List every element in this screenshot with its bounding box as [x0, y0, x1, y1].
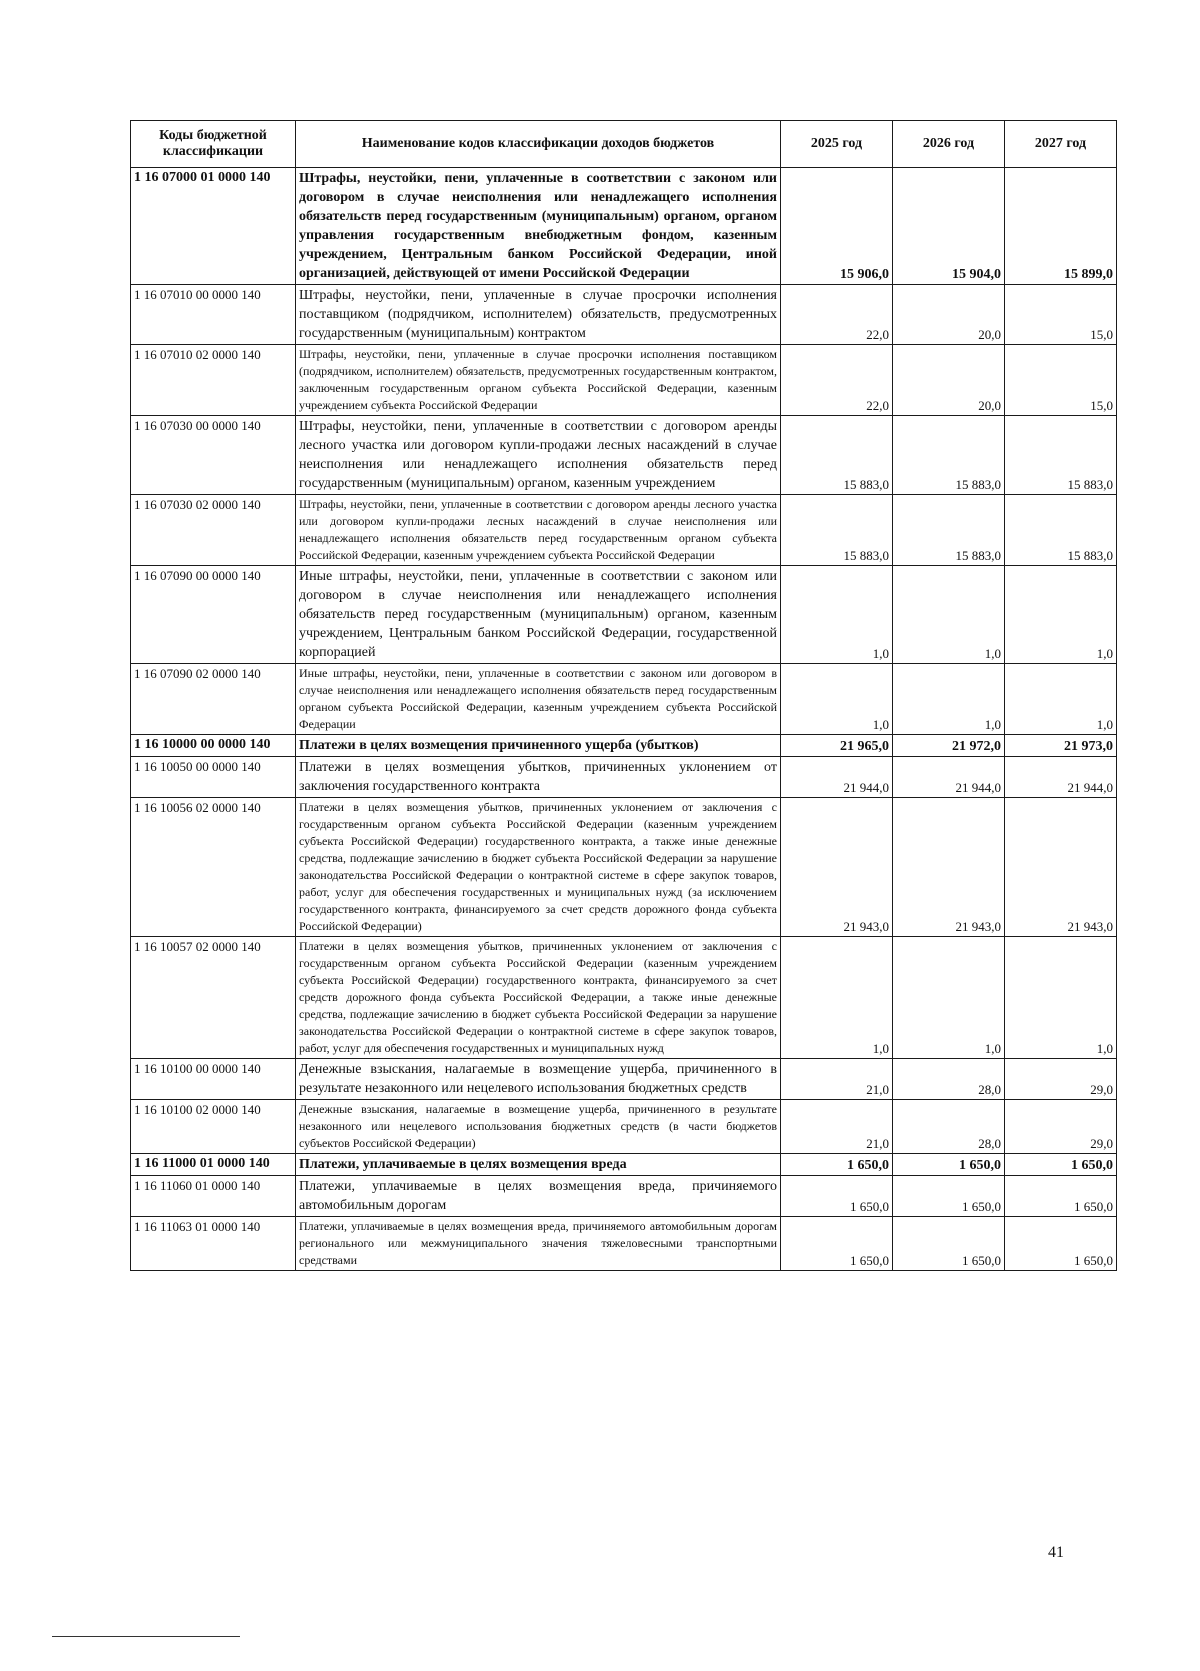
row-value-2026: 20,0 [893, 285, 1005, 345]
row-code: 1 16 07090 02 0000 140 [131, 664, 296, 735]
table-row [131, 495, 1117, 566]
row-code: 1 16 10057 02 0000 140 [131, 937, 296, 1059]
row-value-2026: 28,0 [893, 1100, 1005, 1154]
row-value-2025: 1,0 [781, 937, 893, 1059]
row-value-2026: 15 883,0 [893, 495, 1005, 566]
row-value-2027: 29,0 [1005, 1059, 1117, 1100]
row-code: 1 16 10100 00 0000 140 [131, 1059, 296, 1100]
row-code: 1 16 10100 02 0000 140 [131, 1100, 296, 1154]
row-code: 1 16 10050 00 0000 140 [131, 757, 296, 798]
footnote-divider [52, 1636, 240, 1637]
row-value-2025: 22,0 [781, 345, 893, 416]
row-name: Платежи, уплачиваемые в целях возмещения вреда, причиняемого автомобильным дорогам [296, 1176, 781, 1217]
table-row [131, 1176, 1117, 1217]
row-code: 1 16 07030 02 0000 140 [131, 495, 296, 566]
row-value-2025: 15 883,0 [781, 495, 893, 566]
row-value-2026: 1,0 [893, 937, 1005, 1059]
row-code: 1 16 07090 00 0000 140 [131, 566, 296, 664]
row-value-2027: 15 899,0 [1005, 168, 1117, 285]
table-row [131, 937, 1117, 1059]
header-2026: 2026 год [893, 121, 1005, 168]
row-value-2025: 21 965,0 [781, 735, 893, 757]
table-row [131, 345, 1117, 416]
row-value-2027: 15 883,0 [1005, 495, 1117, 566]
row-value-2025: 1 650,0 [781, 1217, 893, 1271]
budget-table-container [130, 120, 1116, 1271]
row-value-2026: 15 883,0 [893, 416, 1005, 495]
row-value-2026: 15 904,0 [893, 168, 1005, 285]
row-code: 1 16 07010 00 0000 140 [131, 285, 296, 345]
table-row [131, 735, 1117, 757]
row-value-2027: 15,0 [1005, 285, 1117, 345]
row-code: 1 16 11000 01 0000 140 [131, 1154, 296, 1176]
page-number: 41 [1048, 1544, 1064, 1561]
row-value-2027: 21 973,0 [1005, 735, 1117, 757]
header-2025: 2025 год [781, 121, 893, 168]
row-name: Иные штрафы, неустойки, пени, уплаченные в соответствии с законом или договором в случае неисполнения или ненадлежащего исполнения обязательств перед государственным (муниципальным) органом, казенным учреждением, Центральным банком Российской Федерации, государственной корпорацией [296, 566, 781, 664]
table-header-row [131, 121, 1117, 168]
row-value-2025: 1,0 [781, 664, 893, 735]
row-value-2027: 21 944,0 [1005, 757, 1117, 798]
row-value-2027: 15 883,0 [1005, 416, 1117, 495]
row-value-2025: 21 943,0 [781, 798, 893, 937]
table-row [131, 798, 1117, 937]
header-code: Коды бюджетной классификации [131, 121, 296, 168]
row-code: 1 16 07010 02 0000 140 [131, 345, 296, 416]
row-name: Иные штрафы, неустойки, пени, уплаченные в соответствии с законом или договором в случае неисполнения или ненадлежащего исполнения обязательств перед государственным органом субъекта Российской Федерации, казенным учреждением субъекта Российской Федерации [296, 664, 781, 735]
row-value-2026: 21 972,0 [893, 735, 1005, 757]
table-row [131, 757, 1117, 798]
row-value-2026: 1,0 [893, 664, 1005, 735]
row-code: 1 16 07030 00 0000 140 [131, 416, 296, 495]
row-name: Платежи в целях возмещения убытков, причиненных уклонением от заключения с государственным органом субъекта Российской Федерации (казенным учреждением субъекта Российской Федерации) государственного контракта, а также иные денежные средства, подлежащие зачислению в бюджет субъекта Российской Федерации за нарушение законодательства Российской Федерации о контрактной системе в сфере закупок товаров, работ, услуг для обеспечения государственных и муниципальных нужд (за исключением государственного контракта, финансируемого за счет средств дорожного фонда субъекта Российской Федерации) [296, 798, 781, 937]
row-name: Штрафы, неустойки, пени, уплаченные в случае просрочки исполнения поставщиком (подрядчиком, исполнителем) обязательств, предусмотренных государственным (муниципальным) контрактом [296, 285, 781, 345]
table-row [131, 1100, 1117, 1154]
budget-revenue-table [130, 120, 1117, 1271]
row-value-2026: 1 650,0 [893, 1176, 1005, 1217]
row-value-2027: 1 650,0 [1005, 1217, 1117, 1271]
row-code: 1 16 07000 01 0000 140 [131, 168, 296, 285]
row-value-2026: 1 650,0 [893, 1217, 1005, 1271]
row-code: 1 16 10000 00 0000 140 [131, 735, 296, 757]
row-name: Штрафы, неустойки, пени, уплаченные в соответствии с договором аренды лесного участка или договором купли-продажи лесных насаждений в случае неисполнения или ненадлежащего исполнения обязательств перед государственным органом субъекта Российской Федерации, казенным учреждением субъекта Российской Федерации [296, 495, 781, 566]
table-row [131, 664, 1117, 735]
row-name: Штрафы, неустойки, пени, уплаченные в случае просрочки исполнения поставщиком (подрядчиком, исполнителем) обязательств, предусмотренных государственным контрактом, заключенным государственным органом субъекта Российской Федерации, казенным учреждением субъекта Российской Федерации [296, 345, 781, 416]
row-value-2025: 15 883,0 [781, 416, 893, 495]
table-row [131, 1059, 1117, 1100]
row-value-2025: 1,0 [781, 566, 893, 664]
row-value-2026: 1 650,0 [893, 1154, 1005, 1176]
table-row [131, 416, 1117, 495]
row-value-2025: 1 650,0 [781, 1176, 893, 1217]
row-name: Штрафы, неустойки, пени, уплаченные в соответствии с договором аренды лесного участка или договором купли-продажи лесных насаждений в случае неисполнения или ненадлежащего исполнения обязательств перед государственным (муниципальным) органом, казенным учреждением [296, 416, 781, 495]
row-name: Штрафы, неустойки, пени, уплаченные в соответствии с законом или договором в случае неисполнения или ненадлежащего исполнения обязательств перед государственным (муниципальным) органом, органом управления государственным внебюджетным фондом, казенным учреждением, Центральным банком Российской Федерации, иной организацией, действующей от имени Российской Федерации [296, 168, 781, 285]
row-value-2027: 21 943,0 [1005, 798, 1117, 937]
row-name: Денежные взыскания, налагаемые в возмещение ущерба, причиненного в результате незаконного или нецелевого использования бюджетных средств (в части бюджетов субъектов Российской Федерации) [296, 1100, 781, 1154]
row-value-2027: 1 650,0 [1005, 1154, 1117, 1176]
row-code: 1 16 11063 01 0000 140 [131, 1217, 296, 1271]
row-name: Платежи, уплачиваемые в целях возмещения вреда, причиняемого автомобильным дорогам регионального или межмуниципального значения тяжеловесными транспортными средствами [296, 1217, 781, 1271]
table-row [131, 1154, 1117, 1176]
row-name: Платежи, уплачиваемые в целях возмещения вреда [296, 1154, 781, 1176]
row-value-2027: 1,0 [1005, 664, 1117, 735]
row-value-2026: 28,0 [893, 1059, 1005, 1100]
header-2027: 2027 год [1005, 121, 1117, 168]
row-value-2027: 1,0 [1005, 937, 1117, 1059]
table-row [131, 566, 1117, 664]
row-name: Денежные взыскания, налагаемые в возмещение ущерба, причиненного в результате незаконного или нецелевого использования бюджетных средств [296, 1059, 781, 1100]
row-code: 1 16 11060 01 0000 140 [131, 1176, 296, 1217]
table-row [131, 168, 1117, 285]
row-value-2025: 1 650,0 [781, 1154, 893, 1176]
row-value-2026: 1,0 [893, 566, 1005, 664]
row-value-2026: 21 943,0 [893, 798, 1005, 937]
row-value-2026: 20,0 [893, 345, 1005, 416]
row-code: 1 16 10056 02 0000 140 [131, 798, 296, 937]
row-value-2027: 1,0 [1005, 566, 1117, 664]
row-name: Платежи в целях возмещения причиненного ущерба (убытков) [296, 735, 781, 757]
row-value-2025: 21,0 [781, 1059, 893, 1100]
row-name: Платежи в целях возмещения убытков, причиненных уклонением от заключения государственного контракта [296, 757, 781, 798]
row-value-2027: 15,0 [1005, 345, 1117, 416]
row-value-2027: 29,0 [1005, 1100, 1117, 1154]
row-value-2025: 15 906,0 [781, 168, 893, 285]
row-value-2025: 22,0 [781, 285, 893, 345]
header-name: Наименование кодов классификации доходов бюджетов [296, 121, 781, 168]
row-value-2025: 21 944,0 [781, 757, 893, 798]
row-name: Платежи в целях возмещения убытков, причиненных уклонением от заключения с государственным органом субъекта Российской Федерации (казенным учреждением субъекта Российской Федерации) государственного контракта, финансируемого за счет средств дорожного фонда субъекта Российской Федерации, а также иные денежные средства, подлежащие зачислению в бюджет субъекта Российской Федерации за нарушение законодательства Российской Федерации о контрактной системе в сфере закупок товаров, работ, услуг для обеспечения государственных и муниципальных нужд [296, 937, 781, 1059]
row-value-2027: 1 650,0 [1005, 1176, 1117, 1217]
row-value-2026: 21 944,0 [893, 757, 1005, 798]
table-row [131, 1217, 1117, 1271]
table-row [131, 285, 1117, 345]
row-value-2025: 21,0 [781, 1100, 893, 1154]
